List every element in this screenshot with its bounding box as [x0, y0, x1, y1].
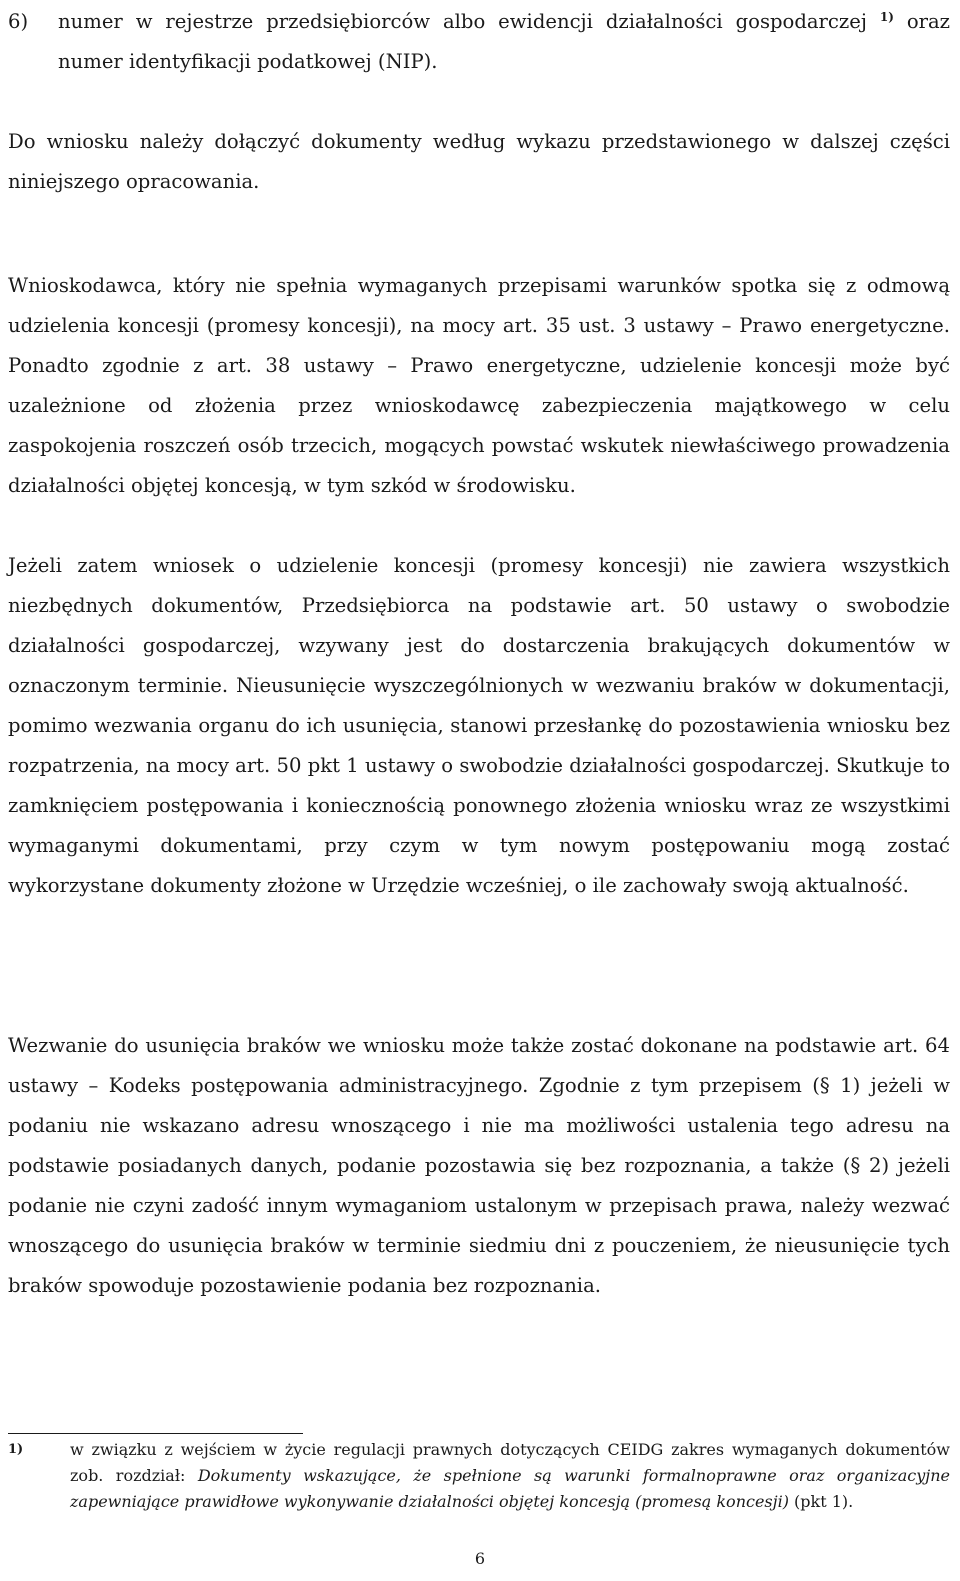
footnote-text-end: (pkt 1).	[788, 1492, 854, 1511]
footnote-divider	[8, 1433, 303, 1434]
footnote	[8, 1437, 950, 1515]
list-item-text	[58, 2, 950, 82]
paragraph-attachments: Do wniosku należy dołączyć dokumenty według wykazu przedstawionego w dalszej części niniejszego opracowania.	[8, 130, 950, 193]
list-item-text-main: numer w rejestrze przedsiębiorców albo ewidencji działalności gospodarczej	[58, 10, 867, 33]
footnote-reference: 1)	[879, 10, 894, 24]
paragraph-summons: Wezwanie do usunięcia braków we wniosku może także zostać dokonane na podstawie art. 64 ustawy – Kodeks postępowania administracyjnego. Zgodnie z tym przepisem (§ 1) jeżeli w podaniu nie wskazano adresu wnoszącego i nie ma możliwości ustalenia tego adresu na podstawie posiadanych danych, podanie pozostawia się bez rozpoznania, a także (§ 2) jeżeli podanie nie czyni zadość innym wymaganiom ustalonym w przepisach prawa, należy wezwać wnoszącego do usunięcia braków w terminie siedmiu dni z pouczeniem, że nieusunięcie tych braków spowoduje pozostawienie podania bez rozpoznania.	[8, 1034, 950, 1297]
list-item-text-end: oraz numer identyfikacji podatkowej (NIP).	[58, 10, 950, 73]
paragraph-missing-documents: Jeżeli zatem wniosek o udzielenie koncesji (promesy koncesji) nie zawiera wszystkich niezbędnych dokumentów, Przedsiębiorca na podstawie art. 50 ustawy o swobodzie działalności gospodarczej, wzywany jest do dostarczenia brakujących dokumentów w oznaczonym terminie. Nieusunięcie wyszczególnionych w wezwaniu braków w dokumentacji, pomimo wezwania organu do ich usunięcia, stanowi przesłankę do pozostawienia wniosku bez rozpatrzenia, na mocy art. 50 pkt 1 ustawy o swobodzie działalności gospodarczej. Skutkuje to zamknięciem postępowania i koniecznością ponownego złożenia wniosku wraz ze wszystkimi wymaganymi dokumentami, przy czym w tym nowym postępowaniu mogą zostać wykorzystane dokumenty złożone w Urzędzie wcześniej, o ile zachowały swoją aktualność.	[8, 554, 950, 897]
list-item-number: 6)	[8, 10, 29, 33]
list-item-6	[8, 2, 950, 82]
footnote-text	[70, 1437, 950, 1515]
page-number: 6	[474, 1549, 486, 1568]
paragraph-refusal: Wnioskodawca, który nie spełnia wymaganych przepisami warunków spotka się z odmową udzielenia koncesji (promesy koncesji), na mocy art. 35 ust. 3 ustawy – Prawo energetyczne. Ponadto zgodnie z art. 38 ustawy – Prawo energetyczne, udzielenie koncesji może być uzależnione od złożenia przez wnioskodawcę zabezpieczenia majątkowego w celu zaspokojenia roszczeń osób trzecich, mogących powstać wskutek niewłaściwego prowadzenia działalności objętej koncesją, w tym szkód w środowisku.	[8, 274, 950, 497]
footnote-italic-title: Dokumenty wskazujące, że spełnione są warunki formalnoprawne oraz organizacyjne zapewniające prawidłowe wykonywanie działalności objętej koncesją (promesą koncesji)	[70, 1466, 950, 1511]
footnote-mark: 1)	[8, 1442, 24, 1457]
footnote-text-start: w związku z wejściem w życie regulacji prawnych dotyczących CEIDG zakres wymaganych dokumentów zob. rozdział:	[70, 1440, 950, 1485]
